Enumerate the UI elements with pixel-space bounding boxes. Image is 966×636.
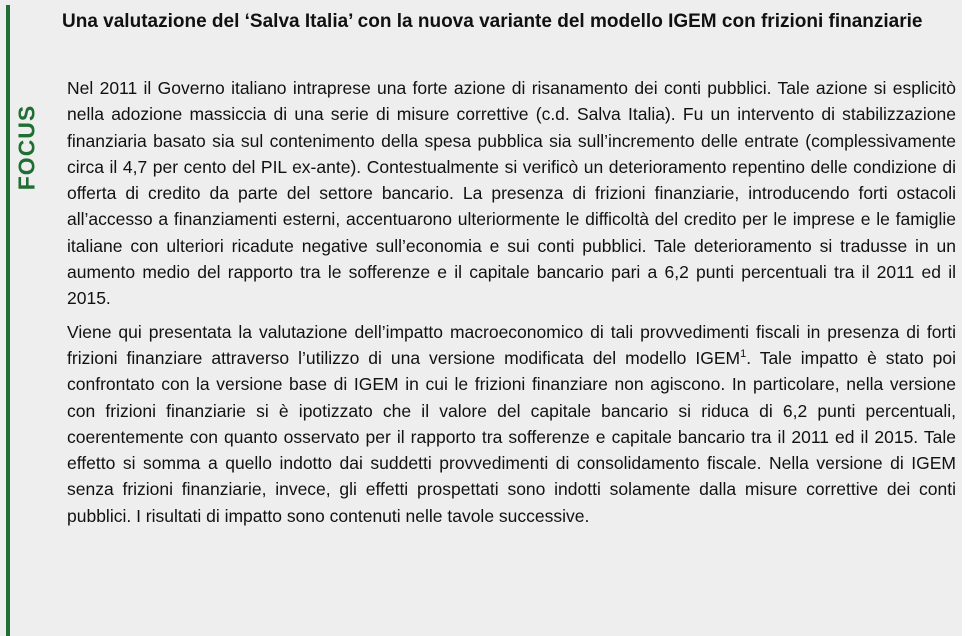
paragraph-2-start: Viene qui presentata la valutazione dell’impatto macroeconomico di tali provvedimenti fiscali in presenza di forti frizioni finanziare attraverso l’utilizzo di una versione modificata del modello IGEM xyxy=(67,321,956,368)
focus-label-text: FOCUS xyxy=(13,104,40,190)
paragraph-1: Nel 2011 il Governo italiano intraprese una forte azione di risanamento dei conti pubblici. Tale azione si esplicitò nella adozione massiccia di una serie di misure correttive (c.d. Salva Italia). Fu un intervento di stabilizzazione finanziaria basato sia sul contenimento della spesa pubblica sia sull’incremento delle entrate (complessivamente circa il 4,7 per cento del PIL ex-ante). Contestualmente si verificò un deterioramento repentino delle condizione di offerta di credito da parte del settore bancario. La presenza di frizioni finanziarie, introducendo forti ostacoli all’accesso a finanziamenti esterni, accentuarono ulteriormente le difficoltà del credito per le imprese e le famiglie italiane con ulteriori ricadute negative sull’economia e sui conti pubblici. Tale deterioramento si tradusse in un aumento medio del rapporto tra le sofferenze e il capitale bancario pari a 6,2 punti percentuali tra il 2011 ed il 2015. xyxy=(67,78,956,309)
focus-body xyxy=(67,75,956,529)
paragraph-2-end: . Tale impatto è stato poi confrontato con la versione base di IGEM in cui le frizioni finanziare non agiscono. In particolare, nella versione con frizioni finanziarie si è ipotizzato che il valore del capitale bancario si riduca di 6,2 punti percentuali, coerentemente con quanto osservato per il rapporto tra sofferenze e capitale bancario tra il 2011 ed il 2015. Tale effetto si somma a quello indotto dai suddetti provvedimenti di consolidamento fiscale. Nella versione di IGEM senza frizioni finanziarie, invece, gli effetti prospettati sono indotti solamente dalla misure correttive dei conti pubblici. I risultati di impatto sono contenuti nelle tavole successive. xyxy=(67,347,956,526)
footnote-marker: 1 xyxy=(740,348,747,361)
accent-rule xyxy=(6,5,10,636)
paragraph-2 xyxy=(67,319,956,529)
focus-title: Una valutazione del ‘Salva Italia’ con la nuova variante del modello IGEM con frizioni finanziarie xyxy=(62,11,923,32)
focus-label xyxy=(12,104,42,190)
